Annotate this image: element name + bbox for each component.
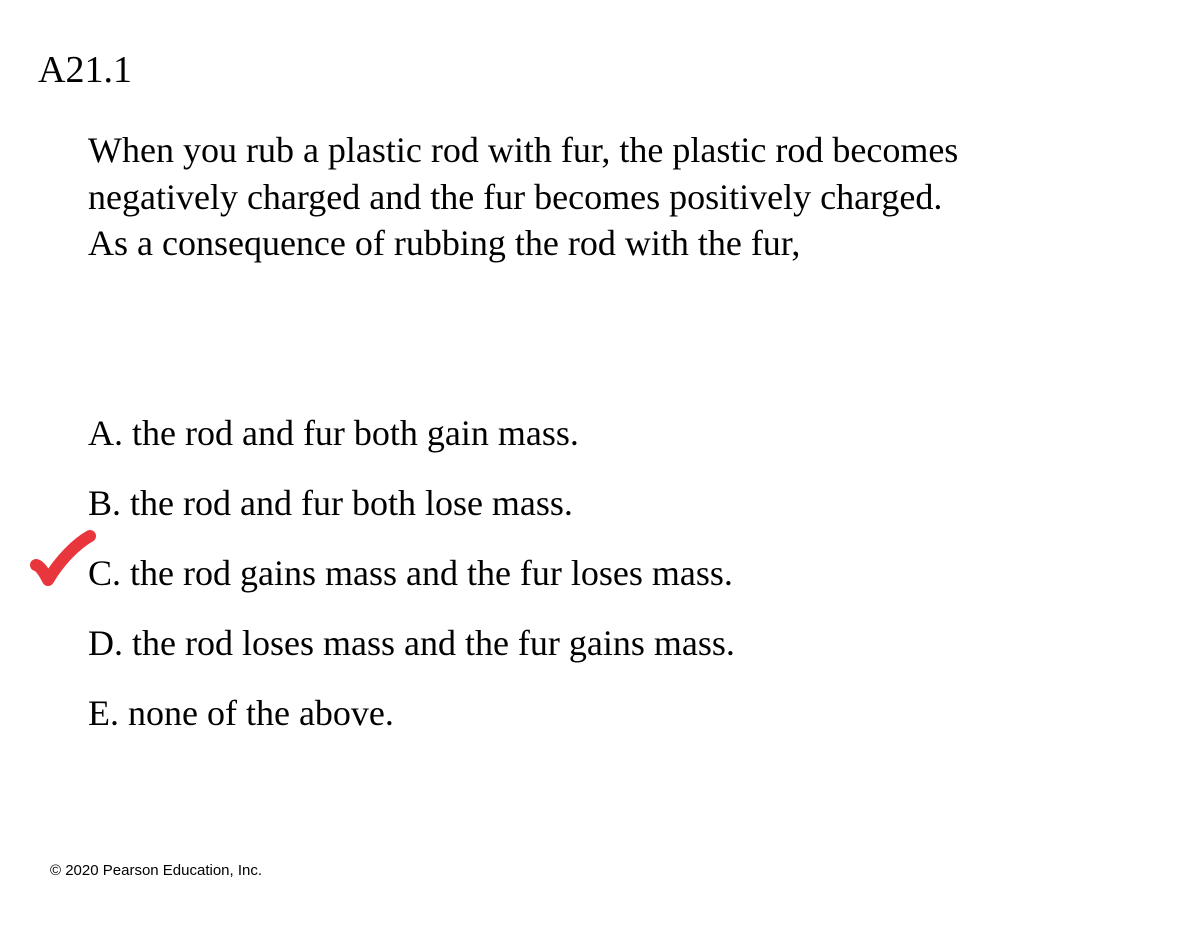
slide-title: A21.1 xyxy=(38,49,132,91)
checkmark-stroke xyxy=(36,536,90,580)
option-letter: A. xyxy=(88,413,123,453)
option-letter: E. xyxy=(88,693,119,733)
option-c[interactable] xyxy=(88,550,735,620)
option-letter: B. xyxy=(88,483,122,523)
question-text xyxy=(88,127,1148,267)
question-line: As a consequence of rubbing the rod with the fur, xyxy=(88,223,801,263)
option-text: the rod and fur both gain mass. xyxy=(132,413,579,453)
option-text: the rod gains mass and the fur loses mass. xyxy=(130,553,733,593)
option-text: the rod and fur both lose mass. xyxy=(130,483,573,523)
question-line: negatively charged and the fur becomes positively charged. xyxy=(88,176,943,217)
option-b[interactable] xyxy=(88,480,735,550)
option-e[interactable] xyxy=(88,690,735,760)
option-letter: D. xyxy=(88,623,123,663)
question-line: When you rub a plastic rod with fur, the plastic rod becomes xyxy=(88,130,959,170)
copyright-notice: © 2020 Pearson Education, Inc. xyxy=(50,862,263,879)
checkmark-icon xyxy=(26,528,98,592)
answer-options xyxy=(88,410,735,760)
option-letter: C. xyxy=(88,553,122,593)
option-text: the rod loses mass and the fur gains mass. xyxy=(132,623,735,663)
option-a[interactable] xyxy=(88,410,735,480)
option-d[interactable] xyxy=(88,620,735,690)
option-text: none of the above. xyxy=(128,693,394,733)
